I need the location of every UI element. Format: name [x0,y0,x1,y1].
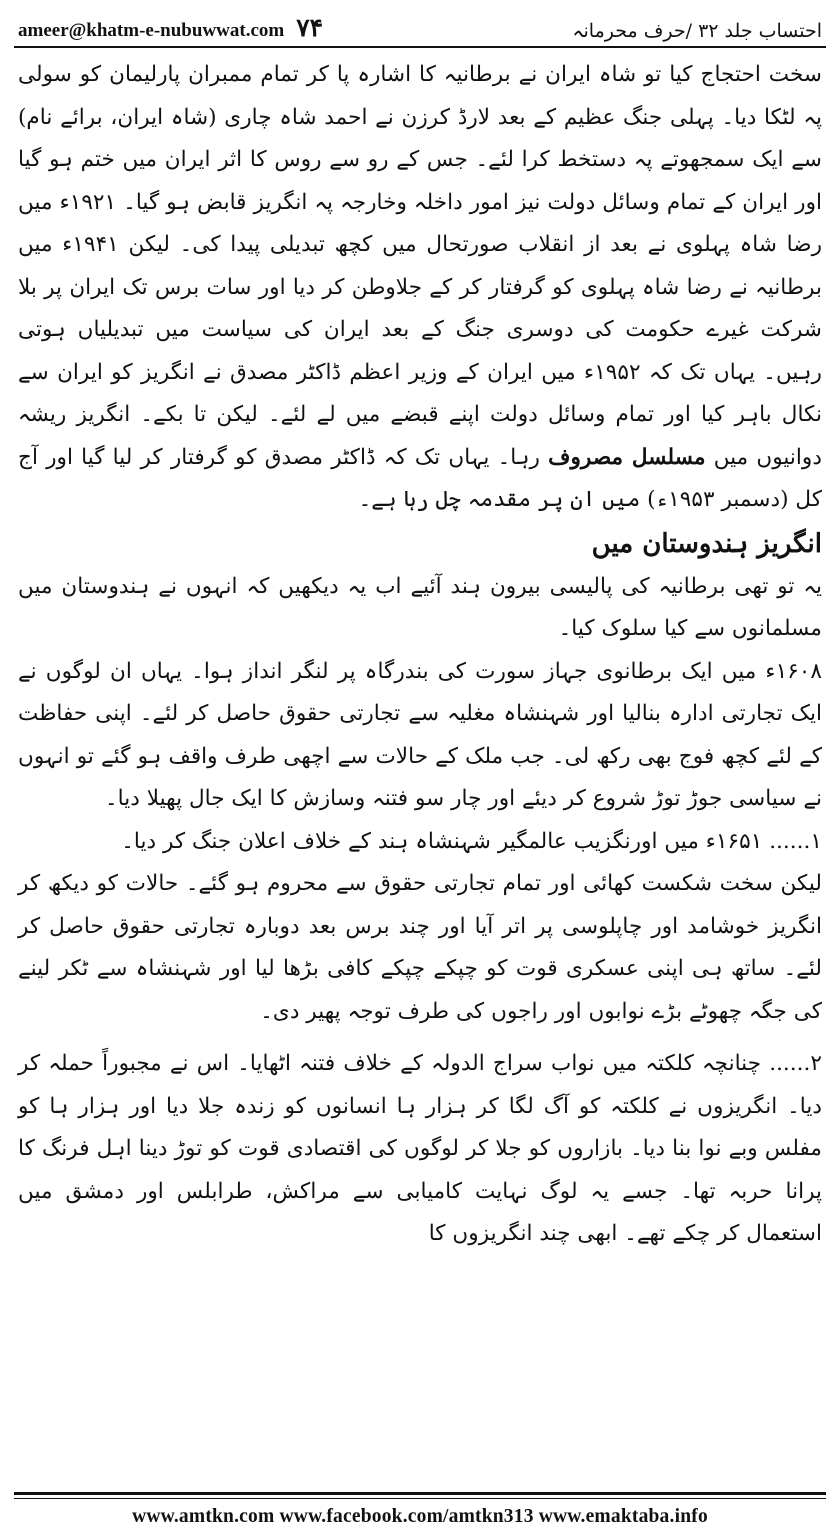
paragraph-2: یہ تو تھی برطانیہ کی پالیسی بیرون ہند آئیے اب یہ دیکھیں کہ انہوں نے ہندوستان میں مسلمانوں سے کیا سلوک کیا۔ [18,573,822,641]
paragraph-4: ۱...... ۱۶۵۱ء میں اورنگزیب عالمگیر شہنشاہ ہند کے خلاف اعلان جنگ کر دیا۔ [121,828,822,854]
paragraph-1-emphasis: مسلسل مصروف [548,444,706,470]
footer-rules [14,1492,826,1499]
paragraph-1-text: سخت احتجاج کیا تو شاہ ایران نے برطانیہ کا اشارہ پا کر تمام ممبران پارلیمان کو سولی پہ لٹکا دیا۔ پہلی جنگ عظیم کے بعد لارڈ کرزن نے احمد شاہ چاری (شاہ ایران، برائے نام) سے ایک سمجھوتے پہ دستخط کرا لئے۔ جس کے رو سے روس کا اثر ایران میں ختم ہو گیا اور ایران کے تمام وسائل دولت نیز امور داخلہ وخارجہ پہ انگریز قابض ہو گیا۔ ۱۹۲۱ء میں رضا شاہ پہلوی نے بعد از انقلاب صورتحال میں کچھ تبدیلی پیدا کی۔ لیکن ۱۹۴۱ء میں برطانیہ نے رضا شاہ پہلوی کو گرفتار کر کے جلاوطن کر دیا اور سات برس تک ایران پر بلا شرکت غیرے حکومت کی دوسری جنگ کے بعد ایران کی سیاست میں تبدیلیاں ہوتی رہیں۔ یہاں تک کہ ۱۹۵۲ء میں ایران کے وزیر اعظم ڈاکٹر مصدق نے انگریز کو ایران سے نکال باہر کیا اور تمام وسائل دولت اپنے قبضے میں لے لئے۔ لیکن تا بکے۔ انگریز ریشہ دوانیوں میں [18,62,822,470]
header-rule [14,46,826,48]
section-heading: انگریز ہندوستان میں [591,528,822,559]
footer-rule-thick [14,1492,826,1495]
paragraph-6: ۲...... چنانچہ کلکتہ میں نواب سراج الدولہ کے خلاف فتنہ اٹھایا۔ اس نے مجبوراً حملہ کر دیا۔ انگریزوں نے کلکتہ کو آگ لگا کر ہزار ہا انسانوں کو زندہ جلا دیا اور ہزار ہا کو مفلس وبے نوا بنا دیا۔ بازاروں کو جلا کر لوگوں کی اقتصادی قوت کو توڑ دینا اہل فرنگ کا پرانا حربہ تھا۔ جسے یہ لوگ نہایت کامیابی سے مراکش، طرابلس اور دمشق میں استعمال کر چکے تھے۔ ابھی چند انگریزوں کا [18,1051,822,1246]
paragraph-gap [18,1033,822,1043]
header-email[interactable]: ameer@khatm-e-nubuwwat.com [18,20,285,41]
page-number: ۷۴ [296,13,324,42]
footer-rule-thin [14,1498,826,1499]
paragraph-1 [18,54,822,522]
paragraph-1-end: رہا۔ یہاں تک کہ ڈاکٹر مصدق کو گرفتار کر لیا گیا اور آج کل (دسمبر ۱۹۵۳ء) میں ان پر مقدمہ چل رہا ہے۔ [18,444,822,512]
header-left [18,13,323,42]
paragraph-5: لیکن سخت شکست کھائی اور تمام تجارتی حقوق سے محروم ہو گئے۔ حالات کو دیکھ کر انگریز خوشامد اور چاپلوسی پر اتر آیا اور چند برس بعد دوبارہ تجارتی حقوق حاصل کر لئے۔ ساتھ ہی اپنی عسکری قوت کو چپکے چپکے کافی بڑھا لیا اور شہنشاہ سے ٹکر لینے کی جگہ چھوٹے بڑے نوابوں اور راجوں کی طرف توجہ پھیر دی۔ [18,871,822,1024]
running-title: احتساب جلد ۳۲ /حرف محرمانہ [572,20,822,42]
page-header [14,0,826,46]
footer-links[interactable]: www.amtkn.com www.facebook.com/amtkn313 www.emaktaba.info [132,1506,708,1527]
page-body [14,54,826,1256]
paragraph-3: ۱۶۰۸ء میں ایک برطانوی جہاز سورت کی بندرگاہ پر لنگر انداز ہوا۔ یہاں ان لوگوں نے ایک تجارتی ادارہ بنالیا اور شہنشاہ مغلیہ سے تجارتی حقوق حاصل کر لئے۔ اپنی حفاظت کے لئے کچھ فوج بھی رکھ لی۔ جب ملک کے حالات سے اچھی طرف واقف ہو گئے تو انہوں نے سیاسی جوڑ توڑ شروع کر دیئے اور چار سو فتنہ وسازش کا ایک جال پھیلا دیا۔ [18,658,822,811]
